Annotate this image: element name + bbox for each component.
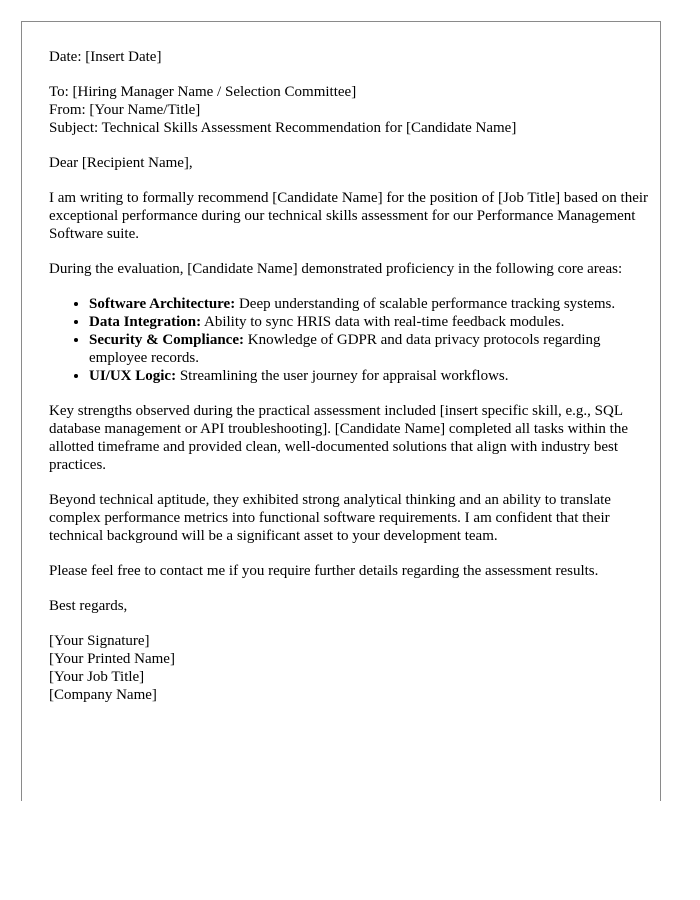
core-skills-list	[49, 295, 649, 385]
signature-block	[49, 632, 649, 704]
to-line: To: [Hiring Manager Name / Selection Committee]	[49, 84, 357, 100]
skill-description: Ability to sync HRIS data with real-time feedback modules.	[201, 314, 565, 330]
company-line: [Company Name]	[49, 687, 157, 703]
date-line: Date: [Insert Date]	[49, 49, 162, 65]
intro-paragraph: I am writing to formally recommend [Candidate Name] for the position of [Job Title] based on their exceptional performance during our technical skills assessment for our Performance Management Software suite.	[49, 190, 649, 242]
letter-body	[49, 48, 649, 721]
address-block	[49, 83, 649, 137]
strengths-paragraph: Key strengths observed during the practical assessment included [insert specific skill, e.g., SQL database management or API troubleshooting]. [Candidate Name] completed all tasks within the allotted timeframe and provided clean, well-documented solutions that align with industry best practices.	[49, 403, 629, 473]
list-item	[89, 331, 649, 367]
contact-paragraph: Please feel free to contact me if you require further details regarding the assessment results.	[49, 563, 599, 579]
skill-term: Data Integration:	[89, 314, 202, 330]
closing-regards: Best regards,	[49, 598, 128, 614]
aptitude-paragraph: Beyond technical aptitude, they exhibited strong analytical thinking and an ability to translate complex performance metrics into functional software requirements. I am confident that their technical background will be a significant asset to your development team.	[49, 492, 611, 544]
skill-term: Software Architecture:	[89, 296, 236, 312]
from-line: From: [Your Name/Title]	[49, 102, 201, 118]
skill-description: Knowledge of GDPR and data privacy protocols regarding employee records.	[89, 332, 601, 366]
signature-line: [Your Signature]	[49, 633, 150, 649]
letter-header	[49, 48, 649, 66]
skill-description: Deep understanding of scalable performance tracking systems.	[235, 296, 616, 312]
skill-description: Streamlining the user journey for appraisal workflows.	[176, 368, 509, 384]
skill-term: UI/UX Logic:	[89, 368, 177, 384]
evaluation-lead-paragraph: During the evaluation, [Candidate Name] demonstrated proficiency in the following core areas:	[49, 261, 623, 277]
printed-name-line: [Your Printed Name]	[49, 651, 175, 667]
subject-line: Subject: Technical Skills Assessment Recommendation for [Candidate Name]	[49, 120, 517, 136]
job-title-line: [Your Job Title]	[49, 669, 145, 685]
list-item	[89, 313, 649, 331]
skill-term: Security & Compliance:	[89, 332, 244, 348]
list-item	[89, 295, 649, 313]
salutation: Dear [Recipient Name],	[49, 155, 193, 171]
list-item	[89, 367, 649, 385]
